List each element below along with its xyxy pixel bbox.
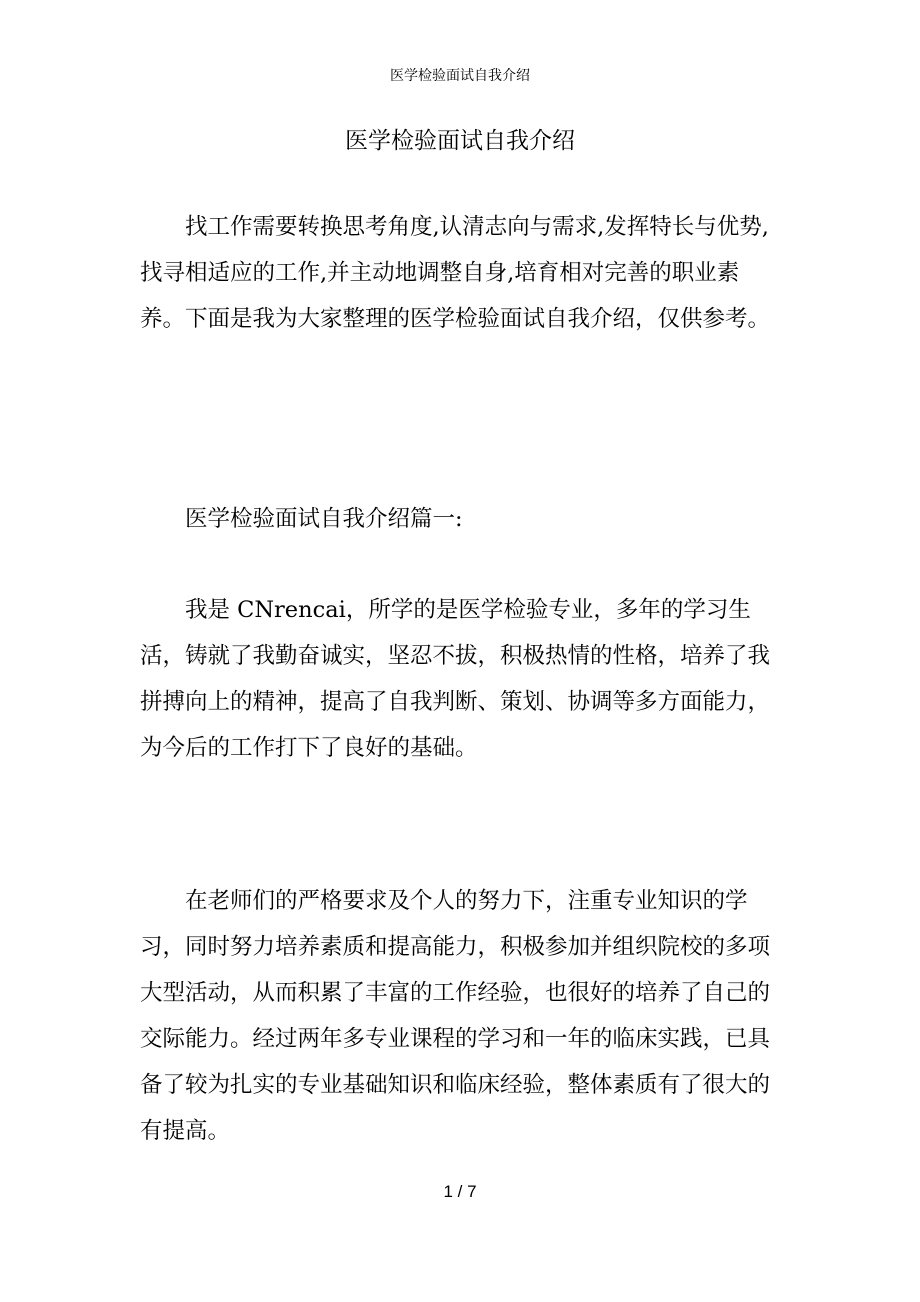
running-header: 医学检验面试自我介绍 [390,68,530,84]
intro-paragraph: 找工作需要转换思考角度,认清志向与需求,发挥特长与优势,找寻相适应的工作,并主动地调整自身,培育相对完善的职业素养。下面是我为大家整理的医学检验面试自我介绍，仅供参考。 [140,214,771,332]
document-title: 医学检验面试自我介绍 [345,128,575,154]
body-paragraph: 在老师们的严格要求及个人的努力下，注重专业知识的学习，同时努力培养素质和提高能力，积极参加并组织院校的多项大型活动，从而积累了丰富的工作经验，也很好的培养了自己的交际能力。经过两年多专业课程的学习和一年的临床实践，已具备了较为扎实的专业基础知识和临床经验，整体素质有了很大的有提高。 [140,888,771,1144]
body-paragraph: 我是 CNrencai，所学的是医学检验专业，多年的学习生活，铸就了我勤奋诚实，坚忍不拔，积极热情的性格，培养了我拼搏向上的精神，提高了自我判断、策划、协调等多方面能力，为今后的工作打下了良好的基础。 [140,597,771,761]
section-heading: 医学检验面试自我介绍篇一: [185,506,463,532]
page-number: 1 / 7 [443,1182,477,1201]
